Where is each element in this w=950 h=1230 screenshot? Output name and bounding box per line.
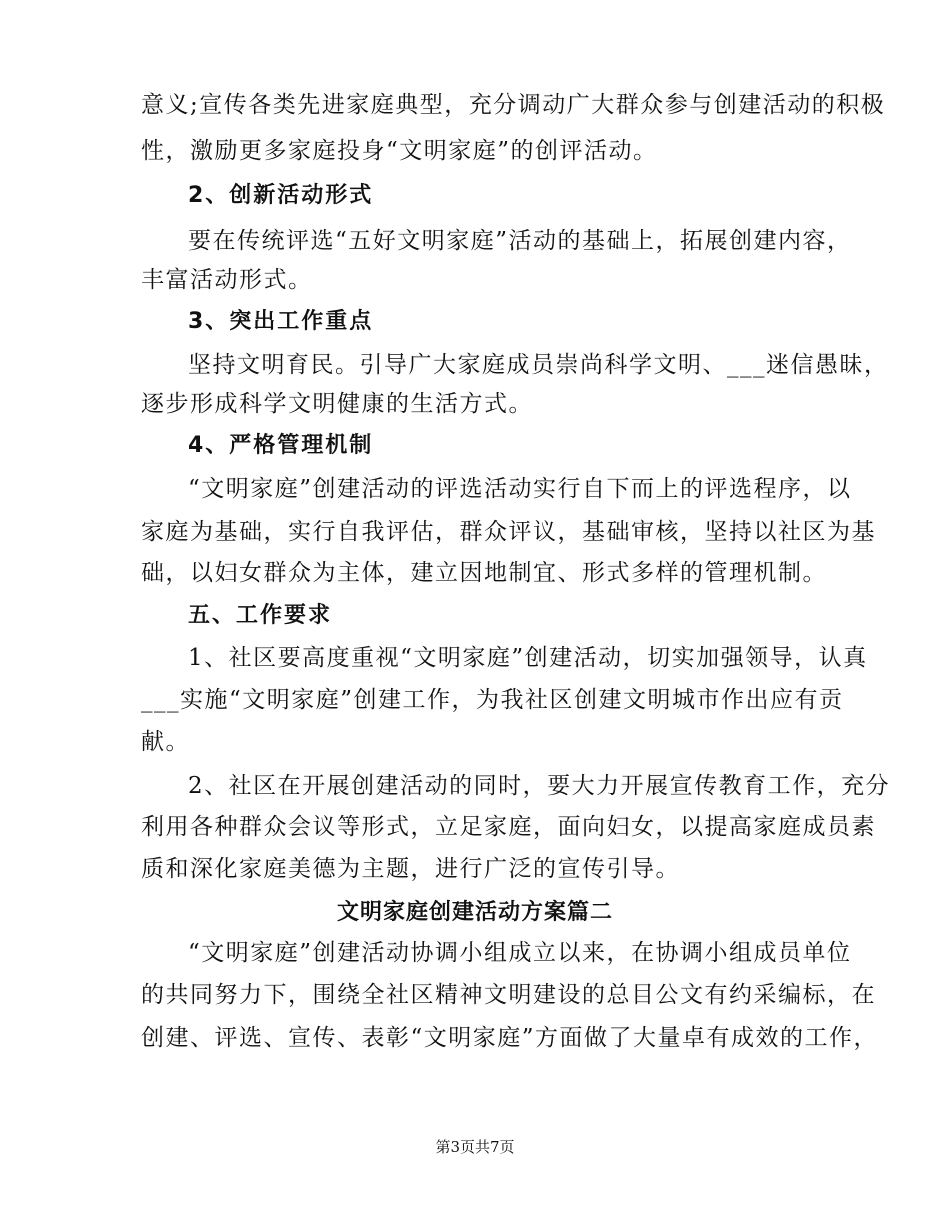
paragraph-line: 意义;宣传各类先进家庭典型，充分调动广大群众参与创建活动的积极 [141, 92, 886, 118]
paragraph-line: 献。 [141, 729, 190, 755]
paragraph-line: 丰富活动形式。 [141, 267, 313, 293]
paragraph-line: 2、社区在开展创建活动的同时，要大力开展宣传教育工作，充分 [188, 773, 891, 799]
paragraph-line: 家庭为基础，实行自我评估，群众评议，基础审核，坚持以社区为基 [141, 519, 876, 545]
paragraph-line: ___实施“文明家庭”创建工作，为我社区创建文明城市作出应有贡 [141, 687, 844, 713]
page-number: 第3页共7页 [435, 1138, 515, 1156]
paragraph-line: 坚持文明育民。引导广大家庭成员崇尚科学文明、___迷信愚昧， [188, 352, 889, 378]
paragraph-line: “文明家庭”创建活动协调小组成立以来，在协调小组成员单位 [188, 940, 852, 966]
paragraph-line: 性，激励更多家庭投身“文明家庭”的创评活动。 [141, 138, 658, 164]
paragraph-line: 利用各种群众会议等形式，立足家庭，面向妇女，以提高家庭成员素 [141, 814, 876, 840]
section-heading: 4、严格管理机制 [188, 433, 374, 458]
paragraph-line: 1、社区要高度重视“文明家庭”创建活动，切实加强领导，认真 [188, 645, 868, 671]
paragraph-line: 逐步形成科学文明健康的生活方式。 [141, 391, 533, 417]
paragraph-line: 质和深化家庭美德为主题，进行广泛的宣传引导。 [141, 856, 680, 882]
section-heading: 2、创新活动形式 [188, 183, 374, 208]
section-title: 文明家庭创建活动方案篇二 [336, 900, 613, 925]
section-heading: 3、突出工作重点 [188, 309, 374, 334]
paragraph-line: 础，以妇女群众为主体，建立因地制宜、形式多样的管理机制。 [141, 560, 827, 586]
section-heading: 五、工作要求 [188, 603, 333, 628]
paragraph-line: 创建、评选、宣传、表彰“文明家庭”方面做了大量卓有成效的工作， [141, 1025, 879, 1051]
paragraph-line: 的共同努力下，围绕全社区精神文明建设的总目公文有约采编标，在 [141, 982, 876, 1008]
paragraph-line: “文明家庭”创建活动的评选活动实行自下而上的评选程序，以 [188, 476, 852, 502]
paragraph-line: 要在传统评选“五好文明家庭”活动的基础上，拓展创建内容， [188, 228, 852, 254]
